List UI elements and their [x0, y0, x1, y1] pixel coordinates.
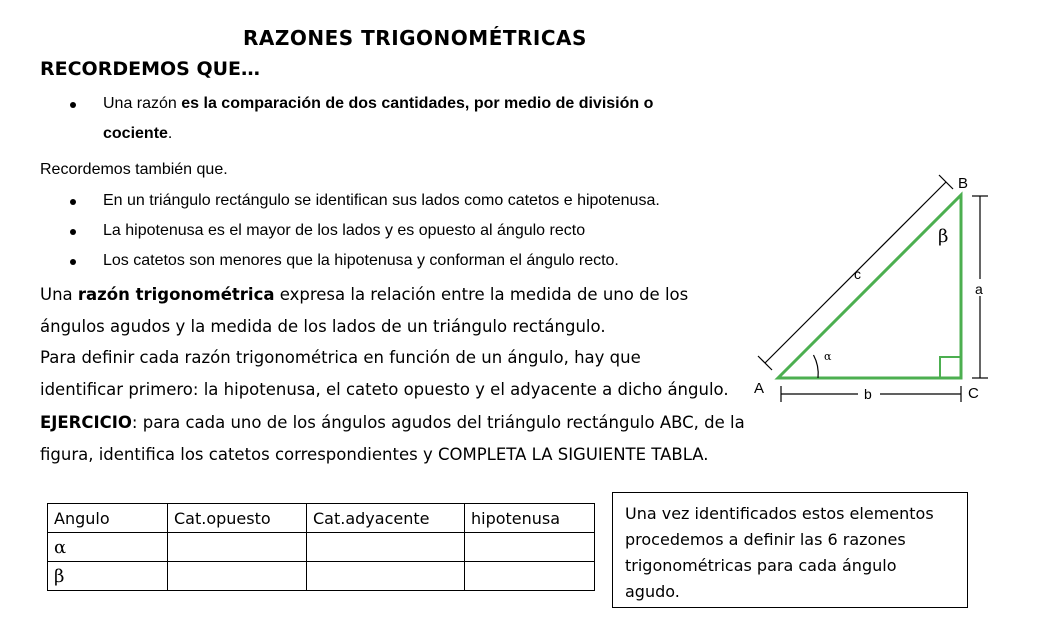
vertex-c-label: C — [968, 385, 979, 402]
bullet-dot — [70, 199, 76, 205]
paragraph-definir: Para definir cada razón trigonométrica en función de un ángulo, hay que — [40, 348, 641, 367]
note-box: Una vez identificados estos elementos procedemos a definir las 6 razones trigonométricas para cada ángulo agudo. — [612, 492, 968, 608]
paragraph-definir-cont: identificar primero: la hipotenusa, el cateto opuesto y el adyacente a dicho ángulo. — [40, 380, 729, 399]
angle-beta-cell: β — [48, 562, 168, 591]
side-b-label: b — [864, 386, 872, 402]
table-cell[interactable] — [168, 533, 307, 562]
exercise-table — [47, 503, 595, 591]
bullet-dot — [70, 259, 76, 265]
vertex-a-label: A — [754, 380, 765, 397]
bullet-hipotenusa: La hipotenusa es el mayor de los lados y es opuesto al ángulo recto — [103, 222, 586, 239]
page-title: RAZONES TRIGONOMÉTRICAS — [243, 26, 587, 50]
table-header-row — [48, 504, 595, 533]
header-angulo: Angulo — [48, 504, 168, 533]
table-cell[interactable] — [465, 562, 595, 591]
bullet-dot — [70, 229, 76, 235]
header-cat-opuesto: Cat.opuesto — [168, 504, 307, 533]
bullet-catetos-menores: Los catetos son menores que la hipotenusa y conforman el ángulo recto. — [103, 252, 619, 269]
table-row — [48, 562, 595, 591]
definition-bullet-cont: cociente. — [103, 125, 173, 142]
right-angle-marker — [940, 357, 961, 378]
exercise-text-cont: figura, identifica los catetos correspondientes y COMPLETA LA SIGUIENTE TABLA. — [40, 445, 709, 464]
table-cell[interactable] — [465, 533, 595, 562]
paragraph-razon-cont: ángulos agudos y la medida de los lados de un triángulo rectángulo. — [40, 317, 606, 336]
bullet-dot — [70, 102, 76, 108]
alpha-label: α — [824, 350, 832, 363]
alpha-arc — [814, 355, 819, 378]
triangle-shape — [778, 195, 961, 378]
side-c-label: c — [854, 266, 861, 282]
right-triangle-figure — [750, 170, 995, 410]
section-heading: RECORDEMOS QUE… — [40, 58, 261, 80]
recall-text: Recordemos también que. — [40, 161, 228, 178]
paragraph-razon: Una razón trigonométrica expresa la relación entre la medida de uno de los — [40, 285, 689, 304]
table-cell[interactable] — [168, 562, 307, 591]
table-row — [48, 533, 595, 562]
definition-bullet: Una razón es la comparación de dos cantidades, por medio de división o — [103, 95, 654, 112]
beta-label: β — [938, 226, 949, 247]
angle-alpha-cell: α — [48, 533, 168, 562]
header-cat-adyacente: Cat.adyacente — [307, 504, 465, 533]
table-cell[interactable] — [307, 562, 465, 591]
bullet-catetos: En un triángulo rectángulo se identifican sus lados como catetos e hipotenusa. — [103, 192, 660, 209]
header-hipotenusa: hipotenusa — [465, 504, 595, 533]
exercise-text: EJERCICIO: para cada uno de los ángulos agudos del triángulo rectángulo ABC, de la — [40, 413, 745, 432]
table-cell[interactable] — [307, 533, 465, 562]
side-a-label: a — [975, 281, 983, 297]
vertex-b-label: B — [958, 175, 969, 192]
